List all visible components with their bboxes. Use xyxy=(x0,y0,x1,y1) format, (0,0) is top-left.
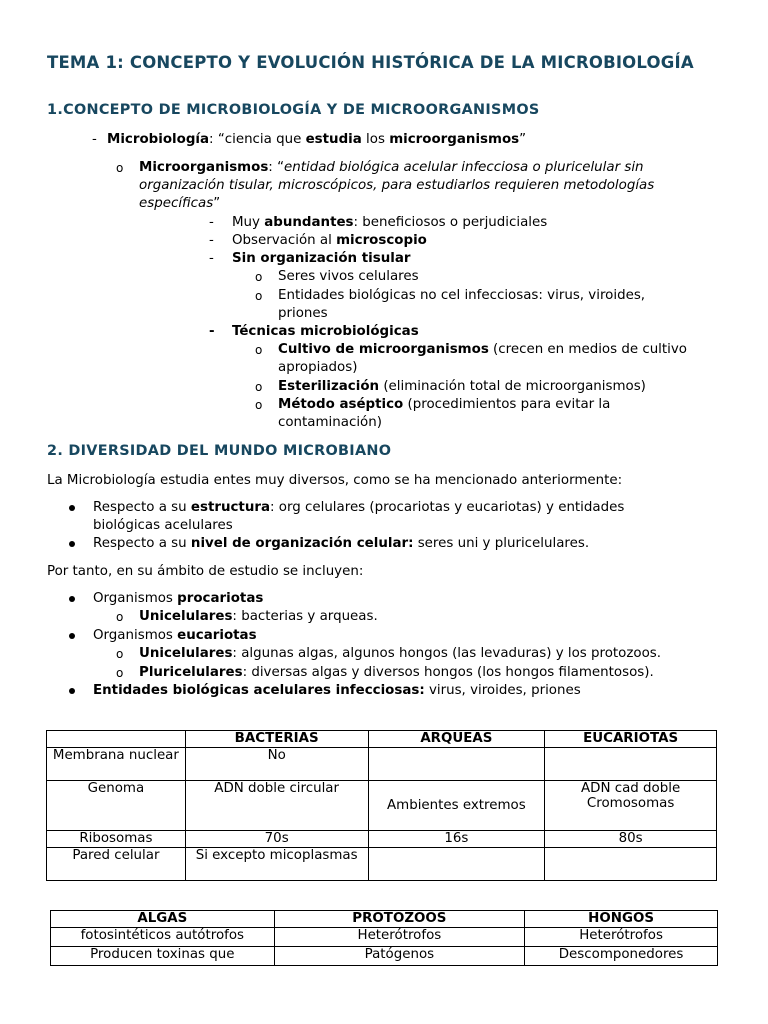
circle-marker: o xyxy=(255,380,263,394)
technique-sterilization: Esterilización (eliminación total de microorganismos) xyxy=(278,379,646,394)
table-header-cell: HONGOS xyxy=(525,911,718,928)
circle-marker: o xyxy=(116,610,124,624)
eukaryotes-item: Organismos eucariotas xyxy=(93,628,257,643)
section2-intro: La Microbiología estudia entes muy diversos, como se ha mencionado anteriormente: xyxy=(47,473,623,488)
comparison-table-prokaryotes xyxy=(46,730,717,881)
bullet-dot xyxy=(69,541,75,547)
table-header-cell: PROTOZOOS xyxy=(274,911,525,928)
table-cell: 16s xyxy=(368,831,545,848)
table-row xyxy=(47,848,717,881)
bullet-dot xyxy=(69,633,75,639)
table-cell: Ambientes extremos xyxy=(368,781,545,831)
table-header-row xyxy=(51,911,718,928)
table-cell xyxy=(368,748,545,781)
therefore-text: Por tanto, en su ámbito de estudio se incluyen: xyxy=(47,564,364,579)
circle-marker: o xyxy=(116,666,124,680)
technique-aseptic: Método aséptico (procedimientos para evitar la contaminación) xyxy=(278,397,611,430)
org-level-item: Respecto a su nivel de organización celular: seres uni y pluricelulares. xyxy=(93,536,590,551)
circle-marker: o xyxy=(116,647,124,661)
table-cell: 80s xyxy=(545,831,717,848)
table-cell: Heterótrofos xyxy=(525,928,718,947)
table-cell: Producen toxinas que xyxy=(51,947,275,966)
dash-marker: - xyxy=(209,251,214,266)
table-cell: No xyxy=(185,748,368,781)
structure-item: Respecto a su estructura: org celulares (procariotas y eucariotas) y entidades biológicas acelulares xyxy=(93,500,625,533)
dash-marker: - xyxy=(92,132,97,147)
table-cell xyxy=(545,848,717,881)
prokaryotes-item: Organismos procariotas xyxy=(93,591,264,606)
no-tissue-subitem: Entidades biológicas no cel infecciosas: virus, viroides, priones xyxy=(278,288,646,321)
table-header-row xyxy=(47,731,717,748)
comparison-table-eukaryotes xyxy=(50,910,718,966)
table-row xyxy=(51,947,718,966)
table-cell: 70s xyxy=(185,831,368,848)
circle-marker: o xyxy=(116,161,124,175)
circle-marker: o xyxy=(255,398,263,412)
document-title: TEMA 1: CONCEPTO Y EVOLUCIÓN HISTÓRICA DE LA MICROBIOLOGÍA xyxy=(47,53,694,72)
circle-marker: o xyxy=(255,289,263,303)
table-row xyxy=(51,928,718,947)
section1-heading: 1.CONCEPTO DE MICROBIOLOGÍA Y DE MICROORGANISMOS xyxy=(47,102,540,118)
dash-marker: - xyxy=(209,324,215,339)
table-row xyxy=(47,748,717,781)
dash-marker: - xyxy=(209,215,214,230)
table-row xyxy=(47,831,717,848)
table-cell: Patógenos xyxy=(274,947,525,966)
table-cell: Ribosomas xyxy=(47,831,186,848)
prokaryotes-unicellular: Unicelulares: bacterias y arqueas. xyxy=(139,609,378,624)
acellular-item: Entidades biológicas acelulares infecciosas: virus, viroides, priones xyxy=(93,683,581,698)
bullet-dot xyxy=(69,505,75,511)
table-row xyxy=(47,781,717,831)
techniques-item: Técnicas microbiológicas xyxy=(232,324,419,339)
table-cell xyxy=(368,848,545,881)
section2-heading: 2. DIVERSIDAD DEL MUNDO MICROBIANO xyxy=(47,443,392,459)
table-cell: Heterótrofos xyxy=(274,928,525,947)
table-header-cell: ALGAS xyxy=(51,911,275,928)
eukaryotes-unicellular: Unicelulares: algunas algas, algunos hongos (las levaduras) y los protozoos. xyxy=(139,646,662,661)
bullet-dot xyxy=(69,688,75,694)
table-cell xyxy=(545,748,717,781)
circle-marker: o xyxy=(255,343,263,357)
table-cell: Si excepto micoplasmas xyxy=(185,848,368,881)
no-tissue-item: Sin organización tisular xyxy=(232,251,411,266)
table-cell: Pared celular xyxy=(47,848,186,881)
circle-marker: o xyxy=(255,270,263,284)
table-cell: ADN cad doble Cromosomas xyxy=(545,781,717,831)
technique-culture: Cultivo de microorganismos (crecen en medios de cultivo apropiados) xyxy=(278,342,687,375)
eukaryotes-pluricellular: Pluricelulares: diversas algas y diversos hongos (los hongos filamentosos). xyxy=(139,665,654,680)
microorganism-definition: Microorganismos: “entidad biológica acelular infecciosa o pluricelular sin organización tisular, microscópicos, para estudiarlos requieren metodologías específicas” xyxy=(139,160,655,211)
dash-marker: - xyxy=(209,233,214,248)
table-cell: fotosintéticos autótrofos xyxy=(51,928,275,947)
abundant-item: Muy abundantes: beneficiosos o perjudiciales xyxy=(232,215,548,230)
table-cell: Membrana nuclear xyxy=(47,748,186,781)
bullet-dot xyxy=(69,596,75,602)
observation-item: Observación al microscopio xyxy=(232,233,427,248)
table-cell: ADN doble circular xyxy=(185,781,368,831)
no-tissue-subitem: Seres vivos celulares xyxy=(278,269,419,284)
table-header-cell: EUCARIOTAS xyxy=(545,731,717,748)
table-cell: Descomponedores xyxy=(525,947,718,966)
table-header-cell xyxy=(47,731,186,748)
microbiology-definition: Microbiología: “ciencia que estudia los microorganismos” xyxy=(107,132,527,147)
table-header-cell: BACTERIAS xyxy=(185,731,368,748)
table-header-cell: ARQUEAS xyxy=(368,731,545,748)
table-cell: Genoma xyxy=(47,781,186,831)
